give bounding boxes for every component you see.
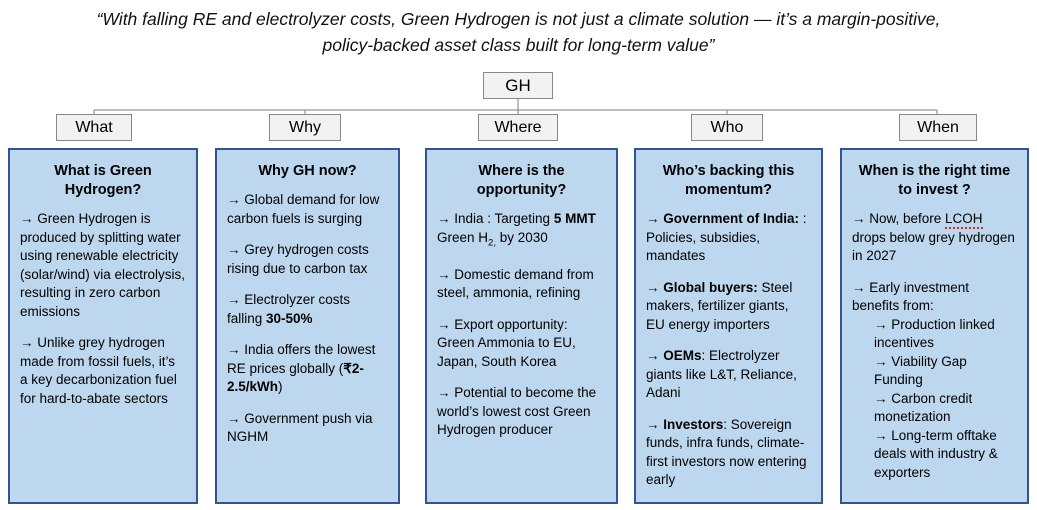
branch-chip-where-label: Where [494,118,542,136]
bullet: → Domestic demand from steel, ammonia, refining [437,266,594,301]
branch-chip-what[interactable] [56,114,132,141]
bullet-sub: → Production linked incentives [874,316,995,350]
card-what-bullets [20,210,186,408]
bullet: → Government push via NGHM [227,410,373,444]
card-why-title: Why GH now? [258,163,357,179]
bullet-sub: → Carbon credit monetization [874,390,973,424]
card-who-bullets [646,210,811,490]
bullet: → Green Hydrogen is produced by splitting water using renewable electricity (solar/wind) via electrolysis, resulting in zero carbon emissions [20,211,186,319]
bullet: → Investors: Sovereign funds, infra funds, climate-first investors now entering early [646,416,807,487]
card-where-bullets [437,210,606,440]
card-who-title: Who’s backing this momentum? [662,163,795,198]
bullet: → Government of India: : Policies, subsidies, mandates [646,211,807,263]
card-why-bullets [227,191,388,447]
bullet: → Potential to become the world’s lowest cost Green Hydrogen producer [437,385,597,438]
card-when-bullets [852,210,1017,482]
branch-chip-who[interactable] [691,114,763,141]
card-what [8,148,198,504]
bullet: → Now, before LCOH drops below grey hydrogen in 2027 [852,211,1015,263]
bullet: → Global demand for low carbon fuels is surging [227,192,380,226]
branch-chip-what-label: What [75,118,113,136]
bullet: → Unlike grey hydrogen made from fossil fuels, it’s a key decarbonization fuel for hard-to-abate sectors [20,335,177,406]
card-when [840,148,1029,504]
branch-chip-where[interactable] [478,114,558,141]
branch-chip-who-label: Who [710,118,744,136]
branch-chip-when-label: When [917,118,959,136]
bullet: → OEMs: Electrolyzer giants like L&T, Reliance, Adani [646,348,797,400]
bullet: → India offers the lowest RE prices globally (₹2-2.5/kWh) [227,342,376,394]
card-who [634,148,823,504]
root-node-label: GH [505,75,531,95]
card-what-title: What is Green Hydrogen? [54,163,152,198]
bullet-sub: → Long-term offtake deals with industry & exporters [874,427,998,480]
bullet: → Electrolyzer costs falling 30-50% [227,292,351,326]
bullet-sub: → Viability Gap Funding [874,353,967,387]
branch-chip-when[interactable] [899,114,977,141]
card-where-title: Where is the opportunity? [476,163,567,198]
branch-chip-why[interactable] [269,114,341,141]
headline-quote: “With falling RE and electrolyzer costs, Green Hydrogen is not just a climate solution — it’s a margin-positive, policy-backed asset class built for long-term value” [96,9,941,55]
bullet: → Grey hydrogen costs rising due to carbon tax [227,242,369,276]
card-where [425,148,618,504]
bullet: → Export opportunity: Green Ammonia to EU, Japan, South Korea [437,316,576,369]
branch-chip-why-label: Why [289,118,321,136]
card-when-title: When is the right time to invest ? [858,163,1011,198]
card-why [215,148,400,504]
bullet: → Early investment benefits from: → Production linked incentives → Viability Gap Funding → Carbon credit monetization → Long-term offtake deals with industry & exporters [852,279,1017,483]
bullet: → Global buyers: Steel makers, fertilizer giants, EU energy importers [646,279,793,332]
bullet: → India : Targeting 5 MMT Green $H_{2,}$ by 2030 [437,211,596,249]
root-node[interactable] [483,72,553,99]
